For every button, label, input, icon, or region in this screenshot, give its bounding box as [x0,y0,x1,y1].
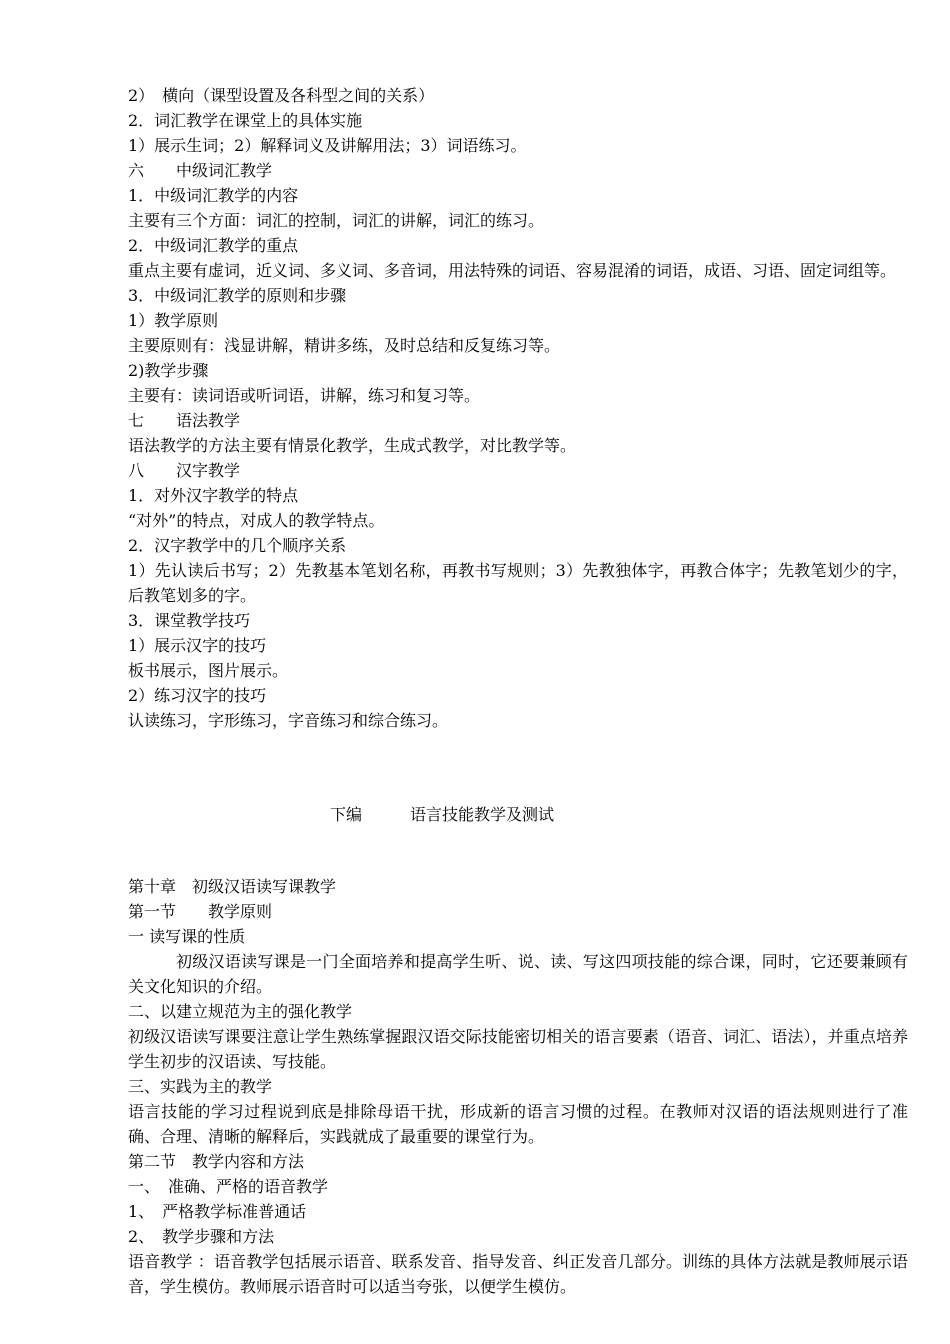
text-line: 1．对外汉字教学的特点 [128,486,299,505]
text-line: 主要有：读词语或听词语，讲解，练习和复习等。 [128,386,481,405]
text-line: 语法教学的方法主要有情景化教学，生成式教学，对比教学等。 [128,436,577,455]
text-line: 一、 准确、严格的语音教学 [128,1177,329,1196]
text-line: 1）展示汉字的技巧 [128,636,267,655]
paragraph: 语音教学 ：语音教学包括展示语音、联系发音、指导发音、纠正发音几部分。训练的具体方法就是教师展示语音，学生模仿。教师展示语音时可以适当夸张，以便学生模仿。 [128,1252,908,1296]
paragraph: 初级汉语读写课要注意让学生熟练掌握跟汉语交际技能密切相关的语言要素（语音、词汇、语法），并重点培养学生初步的汉语读、写技能。 [128,1027,908,1071]
text-line: 2）练习汉字的技巧 [128,686,267,705]
upper-section [128,83,908,733]
text-line: “对外”的特点，对成人的教学特点。 [128,511,385,530]
text-line: 2．汉字教学中的几个顺序关系 [128,536,347,555]
paragraph: 语言技能的学习过程说到底是排除母语干扰，形成新的语言习惯的过程。在教师对汉语的语法规则进行了准确、合理、清晰的解释后，实践就成了最重要的课堂行为。 [128,1102,908,1146]
section-heading: 八 汉字教学 [128,461,241,480]
text-line: 主要有三个方面：词汇的控制，词汇的讲解，词汇的练习。 [128,211,545,230]
lower-section [128,874,908,1299]
text-line: 板书展示，图片展示。 [128,661,289,680]
text-line: 1）教学原则 [128,311,219,330]
text-line: 认读练习，字形练习，字音练习和综合练习。 [128,711,449,730]
text-line: 2、 教学步骤和方法 [128,1227,275,1246]
text-line: 2．中级词汇教学的重点 [128,236,299,255]
text-line: 3．课堂教学技巧 [128,611,251,630]
paragraph: 初级汉语读写课是一门全面培养和提高学生听、说、读、写这四项技能的综合课，同时，它还要兼顾有关文化知识的介绍。 [128,952,908,996]
text-line: 主要原则有：浅显讲解，精讲多练，及时总结和反复练习等。 [128,336,561,355]
text-line: 1、 严格教学标准普通话 [128,1202,307,1221]
text-line: 一 读写课的性质 [128,927,246,946]
paragraph: 重点主要有虚词，近义词、多义词、多音词，用法特殊的词语、容易混淆的词语，成语、习语、固定词组等。 [128,261,897,280]
section-heading: 六 中级词汇教学 [128,161,273,180]
section-heading: 第一节 教学原则 [128,902,273,921]
text-line: 2)教学步骤 [128,361,209,380]
text-line: 1）展示生词；2）解释词义及讲解用法；3）词语练习。 [128,136,527,155]
text-line: 2．词汇教学在课堂上的具体实施 [128,111,363,130]
text-line: 二、以建立规范为主的强化教学 [128,1002,353,1021]
chapter-heading: 第十章 初级汉语读写课教学 [128,877,337,896]
section-heading: 第二节 教学内容和方法 [128,1152,305,1171]
section-heading: 七 语法教学 [128,411,241,430]
text-line: 3．中级词汇教学的原则和步骤 [128,286,347,305]
paragraph: 1）先认读后书写；2）先教基本笔划名称，再教书写规则；3）先教独体字，再教合体字；先教笔划少的字，后教笔划多的字。 [128,561,908,605]
text-line: 三、实践为主的教学 [128,1077,273,1096]
text-line: 2） 横向（课型设置及各科型之间的关系） [128,86,435,105]
part-title: 下编 语言技能教学及测试 [330,805,555,824]
text-line: 1．中级词汇教学的内容 [128,186,299,205]
